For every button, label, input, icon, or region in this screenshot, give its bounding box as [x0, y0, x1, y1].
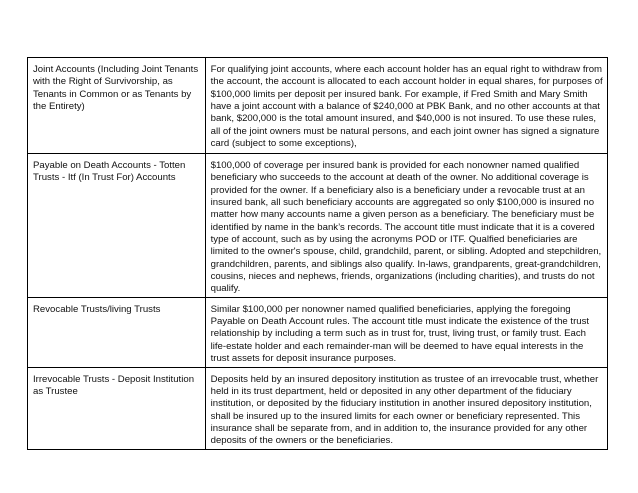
account-type-cell: Irrevocable Trusts - Deposit Institution as Trustee	[28, 367, 206, 449]
account-type-cell: Revocable Trusts/living Trusts	[28, 297, 206, 367]
table-row	[28, 58, 608, 154]
deposit-insurance-table	[27, 57, 608, 450]
account-type-cell: Payable on Death Accounts - Totten Trusts - Itf (In Trust For) Accounts	[28, 154, 206, 298]
description-cell: Similar $100,000 per nonowner named qualified beneficiaries, applying the foregoing Payable on Death Account rules. The account title must indicate the existence of the trust relationship by including a term such as in trust for, trust, living trust, or family trust. Each life-estate holder and each remainder-man will be deemed to have equal interests in the trust assets for deposit insurance purposes.	[205, 297, 607, 367]
description-cell: $100,000 of coverage per insured bank is provided for each nonowner named qualified beneficiary who succeeds to the account at death of the owner. No additional coverage is provided for the owner. If a beneficiary also is a beneficiary under a revocable trust at an insured bank, all such beneficiary accounts are aggregated so only $100,000 is insured no matter how many accounts name a given person as a beneficiary. The beneficiary must be identified by name in the bank’s records. The account title must indicate that it is a covered type of account, such as by using the acronyms POD or ITF. Qualfied beneficiaries are limited to the owner's spouse, child, grandchild, parent, or sibling. Adopted and stepchildren, grandchildren, parents, and siblings also qualify. In-laws, grandparents, great-grandchildren, cousins, nieces and nephews, friends, organizations (including charities), and trusts do not qualify.	[205, 154, 607, 298]
table-row	[28, 367, 608, 449]
account-type-cell: Joint Accounts (Including Joint Tenants with the Right of Survivorship, as Tenants in Common or as Tenants by the Entirety)	[28, 58, 206, 154]
description-cell: Deposits held by an insured depository institution as trustee of an irrevocable trust, whether held in its trust department, held or deposited in any other department of the fiduciary institution, or deposited by the fiduciary institution in another insured depository institution, shall be insured up to the insured limits for each owner or beneficiary represented. This insurance shall be separate from, and in addition to, the insurance provided for any other deposits of the owners or the beneficiaries.	[205, 367, 607, 449]
table-row	[28, 297, 608, 367]
description-cell: For qualifying joint accounts, where each account holder has an equal right to withdraw from the account, the account is allocated to each account holder in equal shares, for purposes of $100,000 limits per deposit per insured bank. For example, if Fred Smith and Mary Smith have a joint account with a balance of $240,000 at PBK Bank, and no other accounts at that bank, $200,000 is the total amount insured, and $40,000 is not insured. To use these rules, all of the joint owners must be natural persons, and each joint owner has signed a signature card (subject to some exceptions),	[205, 58, 607, 154]
table-row	[28, 154, 608, 298]
